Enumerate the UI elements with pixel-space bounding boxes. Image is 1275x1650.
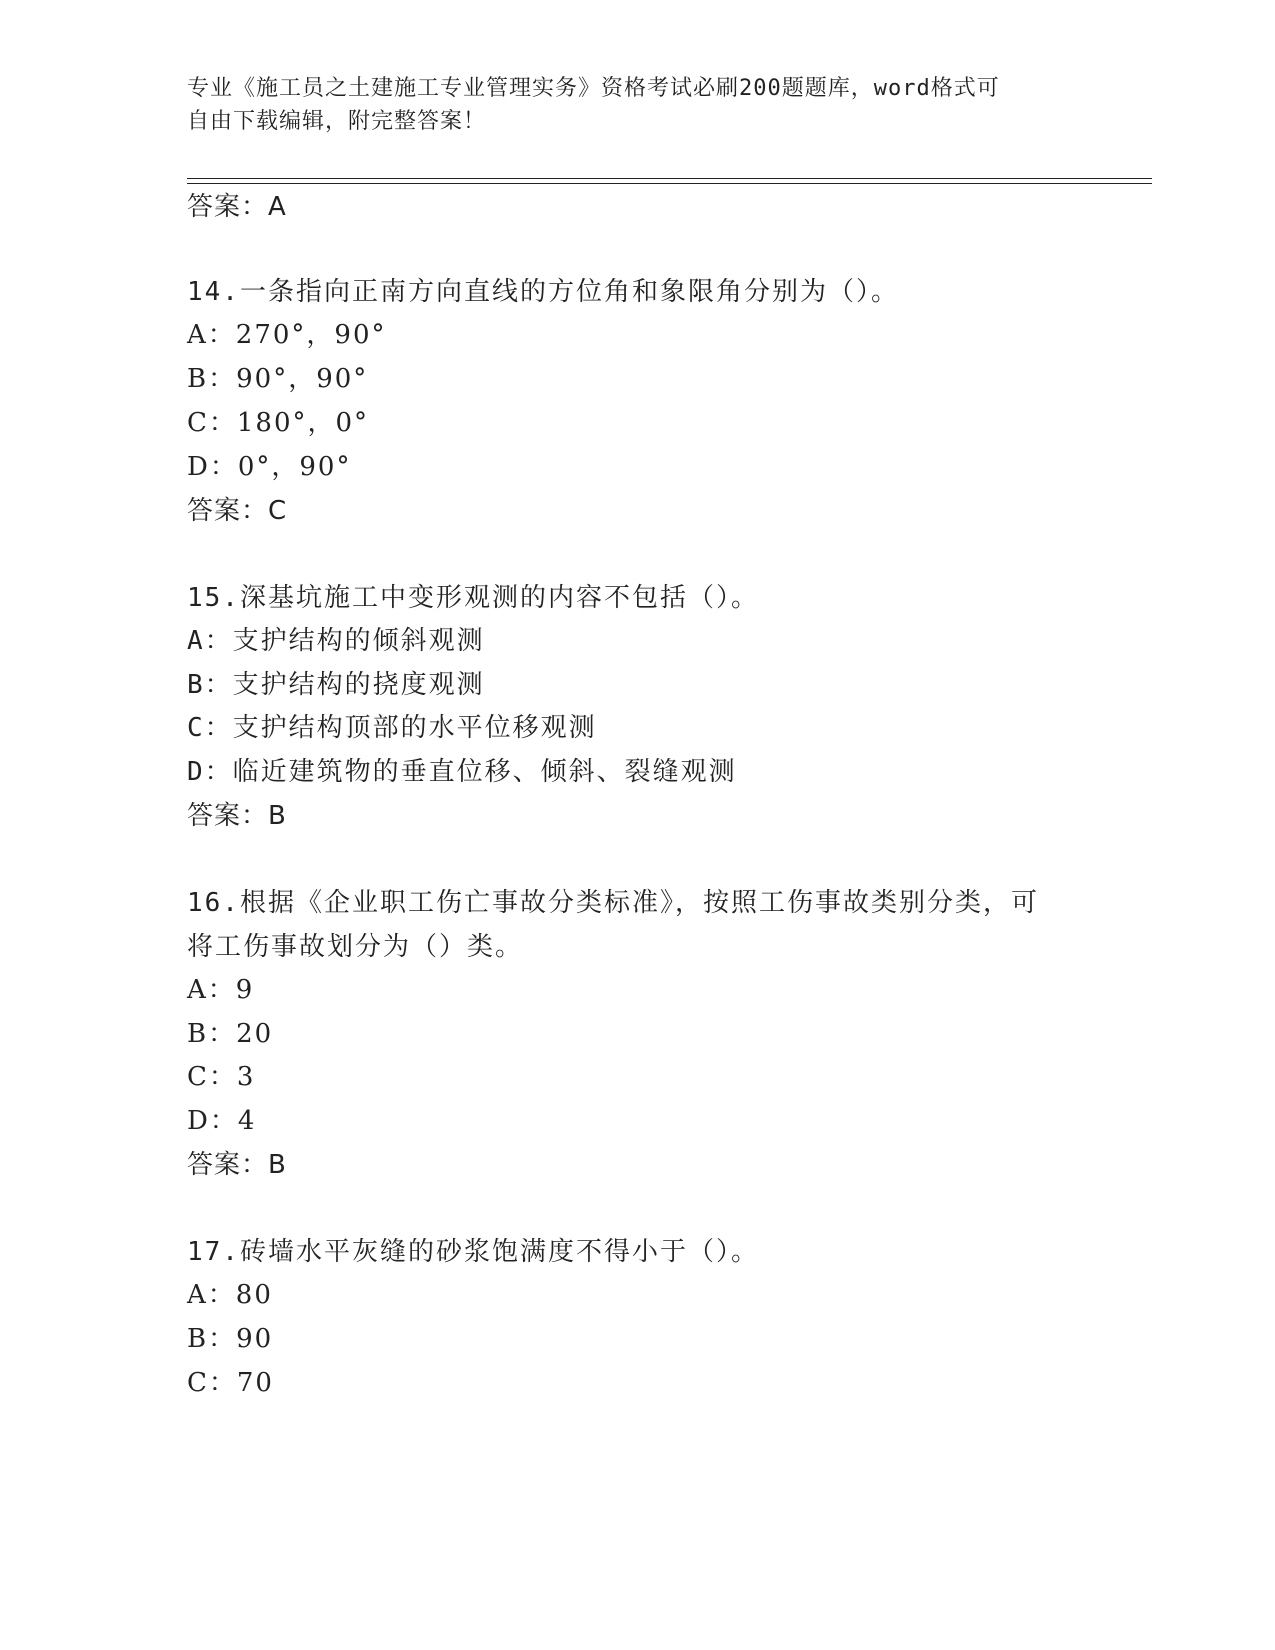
question-15-stem: 15.深基坑施工中变形观测的内容不包括（）。 — [187, 583, 759, 613]
header-divider-top — [187, 178, 1152, 179]
question-16-option-b: B：20 — [187, 1019, 274, 1049]
question-14-stem: 14.一条指向正南方向直线的方位角和象限角分别为（）。 — [187, 277, 899, 307]
question-16-stem-line-2: 将工伤事故划分为（）类。 — [187, 932, 524, 962]
question-14-option-d: D：0°，90° — [187, 452, 352, 482]
answer-q14: 答案：C — [187, 496, 288, 526]
question-15-option-b: B：支护结构的挠度观测 — [187, 670, 485, 700]
question-17-option-c: C：70 — [187, 1368, 274, 1398]
header-divider-bottom — [187, 183, 1152, 184]
question-16-option-d: D：4 — [187, 1106, 257, 1136]
document-header — [187, 72, 1067, 138]
header-line-1: 专业《施工员之土建施工专业管理实务》资格考试必刷200题题库，word格式可 — [187, 76, 1000, 101]
question-16-stem-line-1: 16.根据《企业职工伤亡事故分类标准》，按照工伤事故类别分类，可 — [187, 888, 1039, 918]
question-16-option-c: C：3 — [187, 1062, 256, 1092]
question-17-option-a: A：80 — [187, 1280, 273, 1310]
question-16-option-a: A：9 — [187, 975, 255, 1005]
question-15-option-d: D：临近建筑物的垂直位移、倾斜、裂缝观测 — [187, 757, 737, 787]
question-14-option-b: B：90°，90° — [187, 364, 369, 394]
question-14-option-c: C：180°，0° — [187, 408, 370, 438]
answer-q16: 答案：B — [187, 1150, 287, 1180]
question-14-option-a: A：270°，90° — [187, 320, 387, 350]
question-17-option-b: B：90 — [187, 1324, 274, 1354]
question-15-option-c: C：支护结构顶部的水平位移观测 — [187, 713, 597, 743]
question-15-option-a: A：支护结构的倾斜观测 — [187, 626, 485, 656]
header-line-2: 自由下载编辑，附完整答案！ — [187, 109, 487, 134]
question-17-stem: 17.砖墙水平灰缝的砂浆饱满度不得小于（）。 — [187, 1237, 759, 1267]
answer-q15: 答案：B — [187, 801, 287, 831]
answer-q13: 答案：A — [187, 192, 287, 222]
